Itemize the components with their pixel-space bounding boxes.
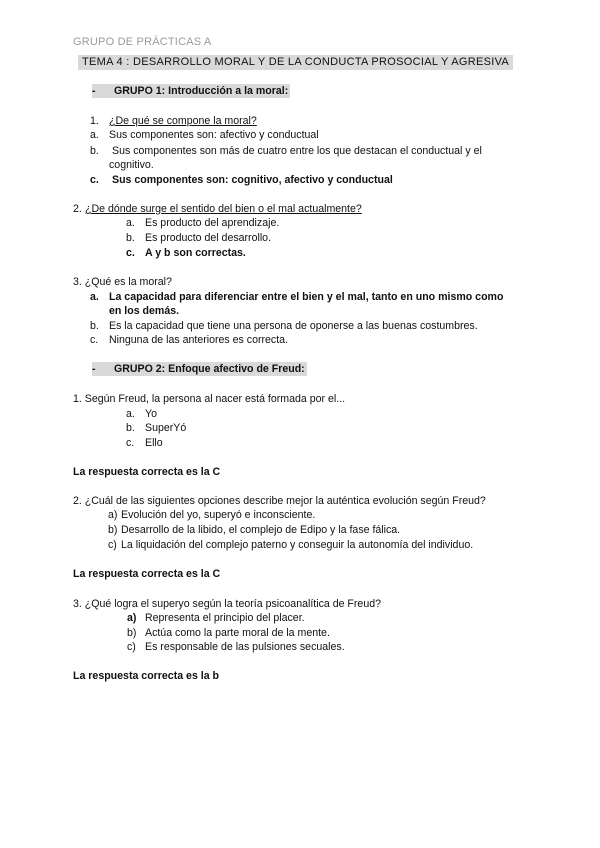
- option-marker: b.: [126, 232, 135, 244]
- option-marker: a.: [126, 217, 135, 229]
- section-heading-group1: [92, 84, 290, 98]
- question-number: 1.: [90, 115, 99, 127]
- option-text-continued: en los demás.: [109, 305, 180, 317]
- option-text: Sus componentes son: afectivo y conductual: [109, 129, 319, 141]
- option-text: Es la capacidad que tiene una persona de oponerse a las buenas costumbres.: [109, 320, 478, 332]
- option-marker-highlighted: a): [127, 612, 137, 624]
- option-marker: b.: [90, 320, 99, 332]
- option-marker: c): [108, 539, 117, 551]
- option-marker: a.: [126, 408, 135, 420]
- option-text: Representa el principio del placer.: [145, 612, 305, 624]
- option-text: Desarrollo de la libido, el complejo de Edipo y la fase fálica.: [121, 524, 401, 536]
- option-text: SuperYó: [145, 422, 187, 434]
- option-marker: b): [108, 524, 118, 536]
- section-title: GRUPO 2: Enfoque afectivo de Freud:: [114, 363, 305, 375]
- option-text: Ninguna de las anteriores es correcta.: [109, 334, 289, 346]
- option-text-continued: cognitivo.: [109, 159, 154, 171]
- option-marker: b.: [126, 422, 135, 434]
- answer-text: La respuesta correcta es la C: [73, 568, 221, 580]
- option-marker: c): [127, 641, 136, 653]
- option-marker-correct: a.: [90, 291, 99, 303]
- option-marker: a.: [90, 129, 99, 141]
- group-header: GRUPO DE PRÁCTICAS A: [73, 36, 212, 48]
- question-text: 3. ¿Qué es la moral?: [73, 276, 172, 288]
- answer-text: La respuesta correcta es la b: [73, 670, 220, 682]
- option-text-correct: La capacidad para diferenciar entre el bien y el mal, tanto en uno mismo como: [109, 291, 504, 303]
- question-text: 2. ¿Cuál de las siguientes opciones describe mejor la auténtica evolución según Freud?: [73, 495, 486, 507]
- option-marker-correct: c.: [126, 247, 135, 259]
- section-title: GRUPO 1: Introducción a la moral:: [114, 85, 289, 97]
- option-text: Sus componentes son más de cuatro entre los que destacan el conductual y el: [112, 145, 482, 157]
- option-marker-correct: c.: [90, 174, 99, 186]
- option-text: Es responsable de las pulsiones secuales.: [145, 641, 345, 653]
- section-dash: -: [92, 85, 96, 97]
- option-marker: b): [127, 627, 137, 639]
- page-title: TEMA 4 : DESARROLLO MORAL Y DE LA CONDUCTA PROSOCIAL Y AGRESIVA: [78, 55, 513, 70]
- option-text: La liquidación del complejo paterno y conseguir la autonomía del individuo.: [121, 539, 474, 551]
- option-marker: c.: [90, 334, 99, 346]
- question-text: ¿De dónde surge el sentido del bien o el mal actualmente?: [85, 203, 362, 215]
- option-text: Es producto del aprendizaje.: [145, 217, 280, 229]
- option-text: Ello: [145, 437, 163, 449]
- option-text: Yo: [145, 408, 157, 420]
- option-marker: c.: [126, 437, 135, 449]
- question-number: 2.: [73, 203, 82, 215]
- section-heading-group2: [92, 362, 307, 376]
- option-text-correct: A y b son correctas.: [145, 247, 246, 259]
- section-dash: -: [92, 363, 96, 375]
- option-text: Es producto del desarrollo.: [145, 232, 272, 244]
- option-marker: a): [108, 509, 118, 521]
- option-text: Actúa como la parte moral de la mente.: [145, 627, 330, 639]
- question-text: 1. Según Freud, la persona al nacer está formada por el...: [73, 393, 346, 405]
- question-text: 3. ¿Qué logra el superyo según la teoría psicoanalítica de Freud?: [73, 598, 381, 610]
- question-text: ¿De qué se compone la moral?: [109, 115, 257, 127]
- option-text: Evolución del yo, superyó e inconsciente.: [121, 509, 316, 521]
- option-text-correct: Sus componentes son: cognitivo, afectivo y conductual: [112, 174, 393, 186]
- answer-text: La respuesta correcta es la C: [73, 466, 221, 478]
- option-marker: b.: [90, 145, 99, 157]
